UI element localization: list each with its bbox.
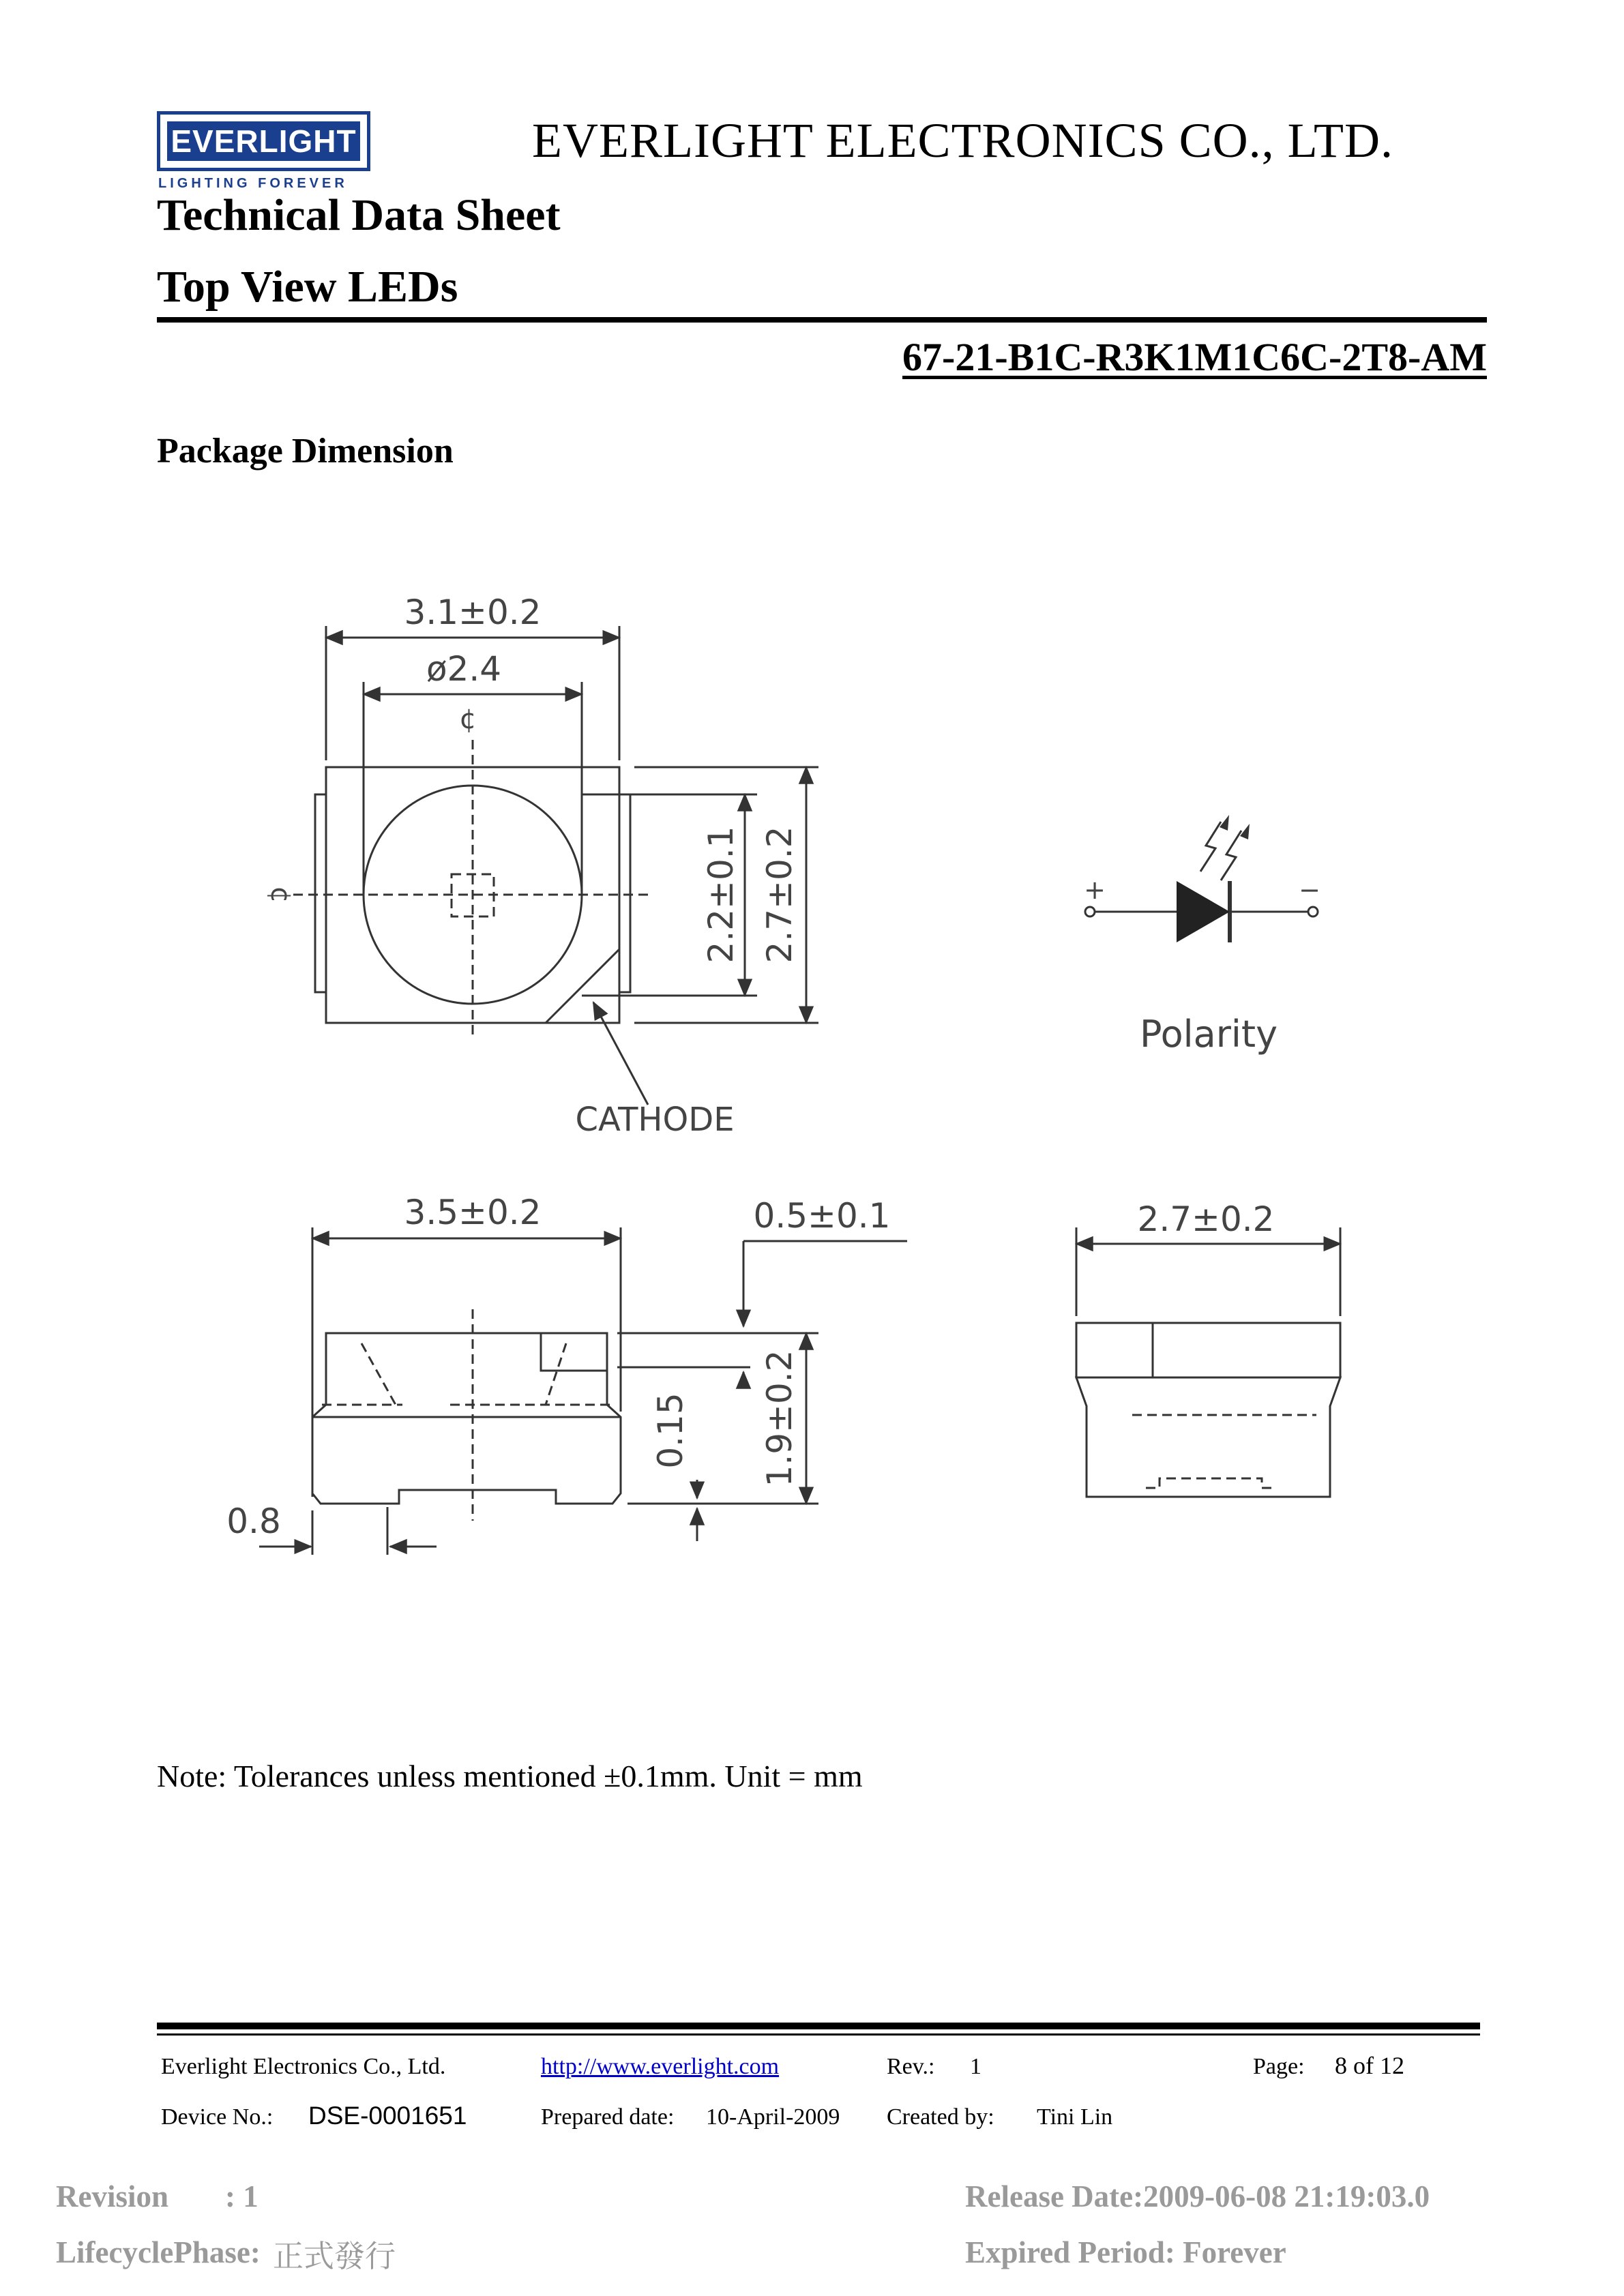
product-family: Top View LEDs	[157, 262, 458, 312]
footer-website-link[interactable]: http://www.everlight.com	[541, 2054, 780, 2079]
footer-created-value: Tini Lin	[1037, 2104, 1113, 2130]
light-emission-arrow-2	[1221, 831, 1241, 880]
anode-terminal	[1085, 907, 1095, 916]
label-end-width: 2.7±0.2	[1137, 1199, 1275, 1239]
footer-prepared-label: Prepared date:	[541, 2104, 675, 2130]
cathode-leader	[593, 1002, 648, 1105]
footer-rule-thin	[157, 2033, 1480, 2036]
side-view-body	[312, 1333, 621, 1504]
label-lead-thickness: 0.5±0.1	[753, 1196, 891, 1236]
light-emission-arrow-1	[1200, 822, 1221, 871]
footer-page-value: 8 of 12	[1335, 2052, 1404, 2079]
label-side-length: 3.5±0.2	[404, 1193, 542, 1232]
label-polarity-minus: −	[1299, 875, 1320, 905]
label-polarity: Polarity	[1139, 1013, 1278, 1056]
end-view-top	[1076, 1323, 1340, 1377]
footer-device-label: Device No.:	[161, 2104, 274, 2130]
stamp-phase-value: 正式發行	[273, 2238, 396, 2274]
document-title: Technical Data Sheet	[157, 190, 561, 240]
cathode-mark	[546, 949, 619, 1023]
company-name: EVERLIGHT ELECTRONICS CO., LTD.	[532, 113, 1393, 168]
stamp-release-date: Release Date:2009-06-08 21:19:03.0	[965, 2179, 1430, 2213]
label-lens-diameter: ø2.4	[426, 649, 502, 689]
label-height-inner: 2.2±0.1	[701, 826, 741, 964]
diode-symbol	[1177, 881, 1230, 942]
footer-rule-thick	[157, 2023, 1480, 2029]
stamp-expired-period: Expired Period: Forever	[965, 2235, 1286, 2269]
label-top-width: 3.1±0.2	[404, 593, 542, 632]
footer-company: Everlight Electronics Co., Ltd.	[161, 2054, 446, 2079]
side-view-corner	[541, 1333, 607, 1371]
section-title: Package Dimension	[157, 432, 454, 471]
label-standoff: 0.15	[651, 1392, 690, 1469]
stamp-phase-label: LifecyclePhase:	[56, 2235, 261, 2269]
label-side-height: 1.9±0.2	[760, 1350, 799, 1487]
footer-device-value: DSE-0001651	[308, 2102, 467, 2130]
end-view-body	[1076, 1377, 1340, 1497]
label-lead-width: 0.8	[226, 1502, 281, 1541]
footer-page-label: Page:	[1253, 2054, 1305, 2079]
top-view-lead-right	[619, 794, 630, 992]
footer-rev-label: Rev.:	[887, 2054, 935, 2079]
part-number: 67-21-B1C-R3K1M1C6C-2T8-AM	[902, 335, 1487, 379]
label-height-outer: 2.7±0.2	[760, 826, 799, 964]
label-centerline-side: ¢	[265, 886, 296, 904]
cathode-terminal	[1308, 907, 1318, 916]
logo-tagline: LIGHTING FOREVER	[158, 176, 348, 191]
label-centerline: ¢	[459, 704, 477, 735]
top-view-lead-left	[315, 794, 326, 992]
tolerance-note: Note: Tolerances unless mentioned ±0.1mm. Unit = mm	[157, 1759, 863, 1793]
footer-prepared-value: 10-April-2009	[706, 2104, 840, 2130]
footer-rev-value: 1	[970, 2054, 981, 2079]
logo-text: EVERLIGHT	[167, 121, 360, 161]
footer-created-label: Created by:	[887, 2104, 994, 2130]
label-cathode: CATHODE	[575, 1101, 735, 1139]
label-polarity-plus: +	[1084, 875, 1106, 905]
stamp-revision-label: Revision	[56, 2179, 169, 2213]
stamp-revision-value: : 1	[225, 2179, 259, 2213]
